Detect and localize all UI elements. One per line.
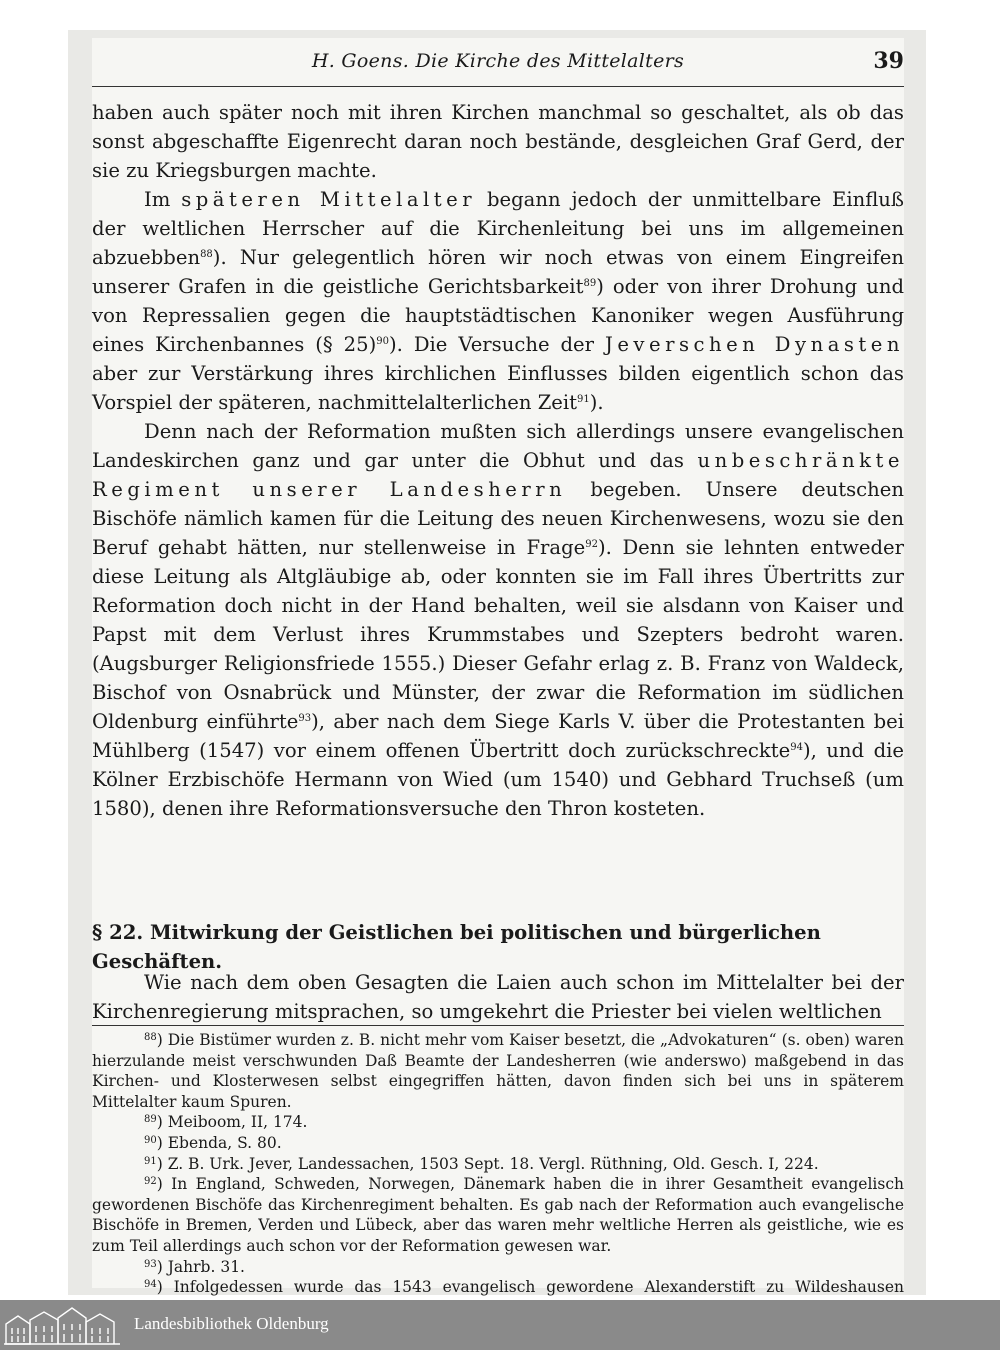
footnotes	[92, 1030, 904, 1318]
footnote-92	[92, 1174, 904, 1256]
footnote-91	[92, 1154, 904, 1175]
footnote-number: 91	[144, 1155, 157, 1167]
footnote-89	[92, 1112, 904, 1133]
footnote-number: 88	[144, 1032, 157, 1043]
footnote-93	[92, 1257, 904, 1278]
running-title: H. Goens. Die Kirche des Mittelalters	[311, 50, 685, 72]
footnote-divider	[92, 1025, 904, 1026]
spaced-emphasis: Jeverschen Dynasten	[604, 333, 905, 356]
paragraph-4: Wie nach dem oben Gesagten die Laien auch schon im Mittelalter bei der Kirchenregierung mitsprachen, so umgekehrt die Priester bei vielen weltlichen	[92, 970, 904, 1023]
text-run: ) oder von ihrer Drohung und von Repressalien gegen die hauptstädtischen Kanoniker wegen Ausführung eines Kirchenbannes (§ 25)	[92, 275, 904, 356]
library-footer-bar	[0, 1300, 1000, 1350]
book-page	[92, 38, 905, 1297]
text-run: ), aber nach dem Siege Karls V. über die Protestanten bei Mühlberg (1547) vor einem offenen Übertritt doch zurückschreckte	[92, 710, 905, 762]
footnote-number: 94	[144, 1279, 157, 1291]
spaced-emphasis: unbeschränkte Regiment unserer Landesherrn	[92, 449, 904, 501]
footnote-text: ) Z. B. Urk. Jever, Landessachen, 1503 Sept. 18. Vergl. Rüthning, Old. Gesch. I, 224.	[156, 1154, 819, 1173]
footnote-ref-93[interactable]: 93	[298, 713, 312, 724]
footnote-ref-88[interactable]: 88	[200, 249, 213, 260]
paragraph-1: haben auch später noch mit ihren Kirchen manchmal so geschaltet, als ob das sonst abgeschaffte Eigenrecht daran noch bestände, desgleichen Graf Gerd, der sie zu Kriegsburgen machte.	[92, 101, 904, 182]
text-run: Im	[144, 188, 171, 211]
footnote-text: ) Die Bistümer wurden z. B. nicht mehr vom Kaiser besetzt, die „Advokaturen“ (s. oben) waren hierzulande meist verschwunden Daß Beamte der Landesherren (wie anderswo) maßgebend in das Kirchen- und Klosterwesen selbst eingegriffen hätten, davon finden sich bei uns in späterem Mittelalter kaum Spuren.	[92, 1031, 904, 1111]
footnote-ref-91[interactable]: 91	[577, 394, 590, 405]
paragraph-2	[92, 185, 904, 417]
footnote-number: 89	[144, 1114, 157, 1126]
footnote-text: ) Jahrb. 31.	[156, 1257, 245, 1276]
footnote-number: 92	[144, 1176, 157, 1188]
text-run: ). Denn sie lehnten entweder diese Leitung als Altgläubige ab, oder konnten sie im Fall ihres Übertritts zur Reformation doch nicht in der Hand behalten, weil sie alsdann von Kaiser und Papst mit dem Verlust ihres Krummstabes und Szepters bedroht waren. (Augsburger Religionsfriede 1555.) Dieser Gefahr erlag z. B. Franz von Waldeck, Bischof von Osnabrück und Münster, der zwar die Reformation im südlichen Oldenburg einführte	[92, 536, 904, 733]
library-building-icon[interactable]	[4, 1304, 122, 1346]
paragraph-3	[92, 417, 904, 823]
text-run: ). Nur gelegentlich hören wir noch etwas von einem Eingreifen unserer Grafen in die geistliche Gerichtsbarkeit	[92, 246, 904, 298]
footnote-ref-90[interactable]: 90	[376, 336, 389, 347]
footnote-90	[92, 1133, 904, 1154]
footnote-88	[92, 1030, 904, 1112]
footnote-number: 93	[144, 1258, 157, 1270]
text-run: ), und die Kölner Erzbischöfe Hermann von Wied (um 1540) und Gebhard Truchseß (um 1580), denen ihre Reformationsversuche den Thron kosteten.	[92, 739, 904, 820]
main-text	[92, 98, 904, 823]
text-run: ).	[589, 391, 604, 414]
page-number: 39	[873, 48, 904, 74]
text-run: aber zur Verstärkung ihres kirchlichen Einflusses bilden eigentlich schon das Vorspiel der späteren, nachmittelalterlichen Zeit	[92, 362, 904, 414]
text-run: begann jedoch der unmittelbare Einfluß der weltlichen Herrscher auf die Kirchenleitung bei uns im allgemeinen abzuebben	[92, 188, 905, 269]
library-name[interactable]: Landesbibliothek Oldenburg	[134, 1314, 329, 1333]
text-run: Denn nach der Reformation mußten sich allerdings unsere evangelischen Landeskirchen ganz und gar unter die Obhut und das	[92, 420, 904, 472]
footnote-number: 90	[144, 1134, 157, 1146]
footnote-text: ) In England, Schweden, Norwegen, Dänemark haben die in ihrer Gesamtheit evangelisch gewordenen Bischöfe das Kirchenregiment behalten. Es gab nach der Reformation auch evangelische Bischöfe in Bremen, Verden und Lübeck, aber das waren mehr weltliche Herren als geistliche, wie es zum Teil allerdings auch schon vor der Reformation gewesen war.	[92, 1175, 904, 1255]
footnote-text: ) Meiboom, II, 174.	[156, 1113, 308, 1132]
footnote-ref-89[interactable]: 89	[583, 278, 597, 289]
spaced-emphasis: späteren Mittelalter	[181, 188, 477, 211]
footnote-ref-94[interactable]: 94	[790, 742, 803, 753]
text-run: ). Die Versuche der	[388, 333, 595, 356]
footnote-text: ) Infolgedessen wurde das 1543 evangelisch gewordene Alexanderstift zu Wildeshausen	[156, 1278, 904, 1297]
footnote-text: ) Ebenda, S. 80.	[156, 1133, 282, 1152]
page-header	[92, 46, 904, 87]
text-run: begeben. Unsere deutschen Bischöfe nämlich kamen für die Leitung des neuen Kirchenwesens, wozu sie den Beruf gehabt hätten, nur stellenweise in Frage	[92, 478, 904, 559]
section-heading: § 22. Mitwirkung der Geistlichen bei politischen und bürgerlichen Geschäften.	[92, 921, 821, 973]
footnote-ref-92[interactable]: 92	[585, 539, 598, 550]
